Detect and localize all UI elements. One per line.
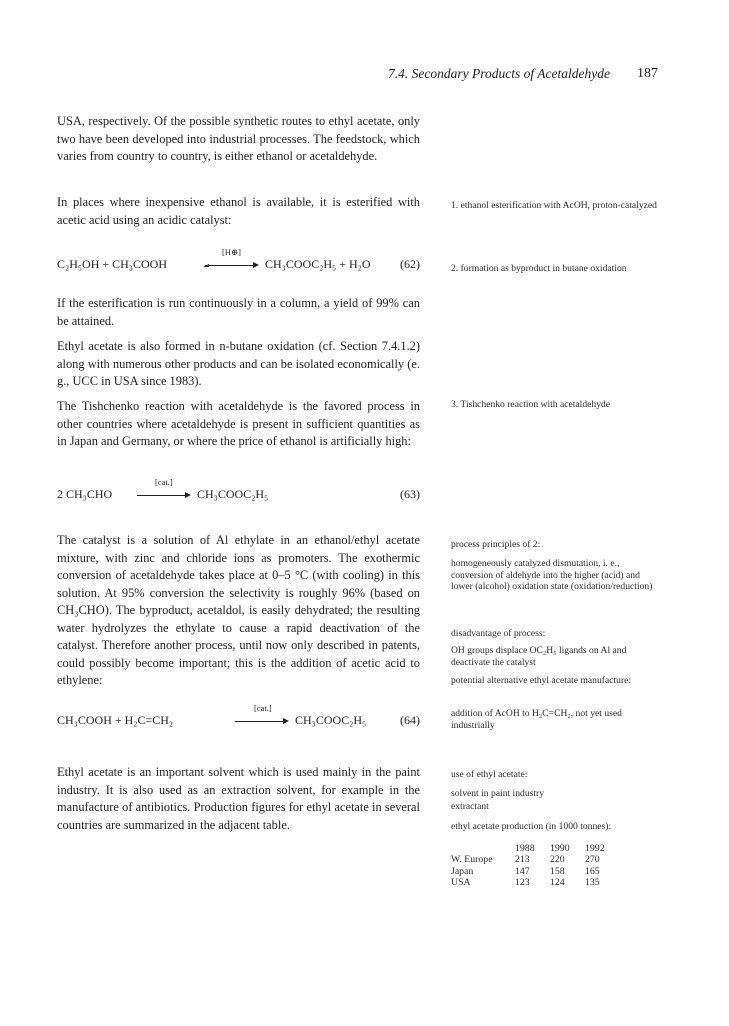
- margin-note-disadvantage: OH groups displace OC₂H₅ ligands on Al and deactivate the catalyst: [451, 645, 627, 668]
- reaction-arrow: [235, 721, 287, 722]
- equation-63-catalyst: [cat.]: [155, 477, 173, 487]
- margin-note-use-paint: solvent in paint industry: [451, 788, 545, 799]
- running-header-title: 7.4. Secondary Products of Acetaldehyde: [388, 66, 610, 81]
- equation-64-reactants: CH₃COOH + H₂C=CH₂: [57, 713, 174, 727]
- margin-note-use-heading: use of ethyl acetate:: [451, 769, 528, 780]
- equilibrium-arrow: [205, 265, 257, 266]
- table-row: [451, 866, 605, 877]
- margin-note-disadvantage-heading: disadvantage of process:: [451, 628, 546, 639]
- region-cell: Japan: [451, 865, 474, 877]
- paragraph-catalyst: The catalyst is a solution of Al ethylate in an ethanol/ethyl acetate mixture, with zinc and chloride ions as promoters. The exothermic conversion of acetaldehyde takes place at 0–5 °C (with cooling) in this solution. At 95% conversion the selectivity is roughly 96% (based on CH₃CHO). The byproduct, acetaldol, is easily dehydrated; the resulting water hydrolyzes the ethylate to cause a rapid deactivation of the catalyst. Therefore another process, until now only described in patents, could possibly become important; this is the addition of acetic acid to ethylene:: [57, 533, 420, 687]
- margin-note-esterification: 1. ethanol esterification with AcOH, proton-catalyzed: [451, 200, 657, 211]
- value-cell: 158: [550, 865, 565, 877]
- equation-62-reactants: C₂H₅OH + CH₃COOH: [57, 257, 167, 271]
- paragraph-yield: If the esterification is run continuously in a column, a yield of 99% can be attained.: [57, 296, 420, 328]
- equation-63-products: CH₃COOC₂H₅: [197, 487, 269, 501]
- table-row: [451, 854, 605, 865]
- margin-note-alternative-heading: potential alternative ethyl acetate manufacture:: [451, 675, 632, 686]
- value-cell: 220: [550, 854, 565, 866]
- paragraph-tishchenko: The Tishchenko reaction with acetaldehyde is the favored process in other countries where acetaldehyde is present in sufficient quantities as in Japan and Germany, or where the price of ethanol is artificially high:: [57, 399, 420, 448]
- equation-62: [57, 247, 420, 277]
- equation-62-products: CH₃COOC₂H₅ + H₂O: [265, 257, 371, 271]
- year-header: 1990: [550, 843, 570, 854]
- margin-note-production-heading: ethyl acetate production (in 1000 tonnes):: [451, 821, 612, 832]
- equation-64-products: CH₃COOC₂H₅: [295, 713, 367, 727]
- equation-63: [57, 477, 420, 507]
- paragraph-uses: Ethyl acetate is an important solvent which is used mainly in the paint industry. It is also used as an extraction solvent, for example in the manufacture of antibiotics. Production figures for ethyl acetate in several countries are summarized in the adjacent table.: [57, 765, 420, 832]
- margin-note-butane: 2. formation as byproduct in butane oxidation: [451, 263, 627, 274]
- equation-64-catalyst: [cat.]: [254, 703, 272, 713]
- value-cell: 270: [585, 854, 600, 866]
- equation-63-reactants: 2 CH₃CHO: [57, 487, 113, 501]
- year-header: 1988: [515, 843, 535, 854]
- value-cell: 124: [550, 877, 565, 889]
- value-cell: 135: [585, 877, 600, 889]
- paragraph-intro: USA, respectively. Of the possible synthetic routes to ethyl acetate, only two have been developed into industrial processes. The feedstock, which varies from country to country, is either ethanol or acetaldehyde.: [57, 114, 420, 163]
- production-table: [451, 843, 605, 889]
- value-cell: 123: [515, 877, 530, 889]
- table-row: [451, 877, 605, 888]
- margin-note-principles-heading: process principles of 2:: [451, 539, 541, 550]
- page-number: 187: [637, 66, 658, 81]
- equation-64-number: (64): [400, 713, 420, 727]
- margin-note-tishchenko: 3. Tishchenko reaction with acetaldehyde: [451, 399, 611, 410]
- paragraph-butane-oxidation: Ethyl acetate is also formed in n-butane oxidation (cf. Section 7.4.1.2) along with numerous other products and can be isolated economically (e. g., UCC in USA since 1983).: [57, 339, 420, 388]
- reaction-arrow: [137, 495, 189, 496]
- year-header: 1992: [585, 843, 605, 854]
- equation-62-number: (62): [400, 257, 420, 271]
- equation-64: [57, 703, 420, 733]
- table-header-row: [451, 843, 605, 854]
- equation-63-number: (63): [400, 487, 420, 501]
- region-cell: W. Europe: [451, 854, 493, 866]
- region-cell: USA: [451, 877, 471, 889]
- equation-62-catalyst: [H⊕]: [222, 247, 241, 257]
- value-cell: 165: [585, 865, 600, 877]
- paragraph-esterification: In places where inexpensive ethanol is available, it is esterified with acetic acid using an acidic catalyst:: [57, 195, 420, 227]
- value-cell: 147: [515, 865, 530, 877]
- margin-note-use-extractant: extractant: [451, 801, 489, 812]
- value-cell: 213: [515, 854, 530, 866]
- margin-note-alternative: addition of AcOH to H₂C=CH₂, not yet used industrially: [451, 708, 622, 731]
- table-corner: [451, 843, 515, 854]
- margin-note-principles: homogeneously catalyzed dismutation, i. e., conversion of aldehyde into the higher (acid) and lower (alcohol) oxidation state (oxidation/reduction): [451, 558, 653, 592]
